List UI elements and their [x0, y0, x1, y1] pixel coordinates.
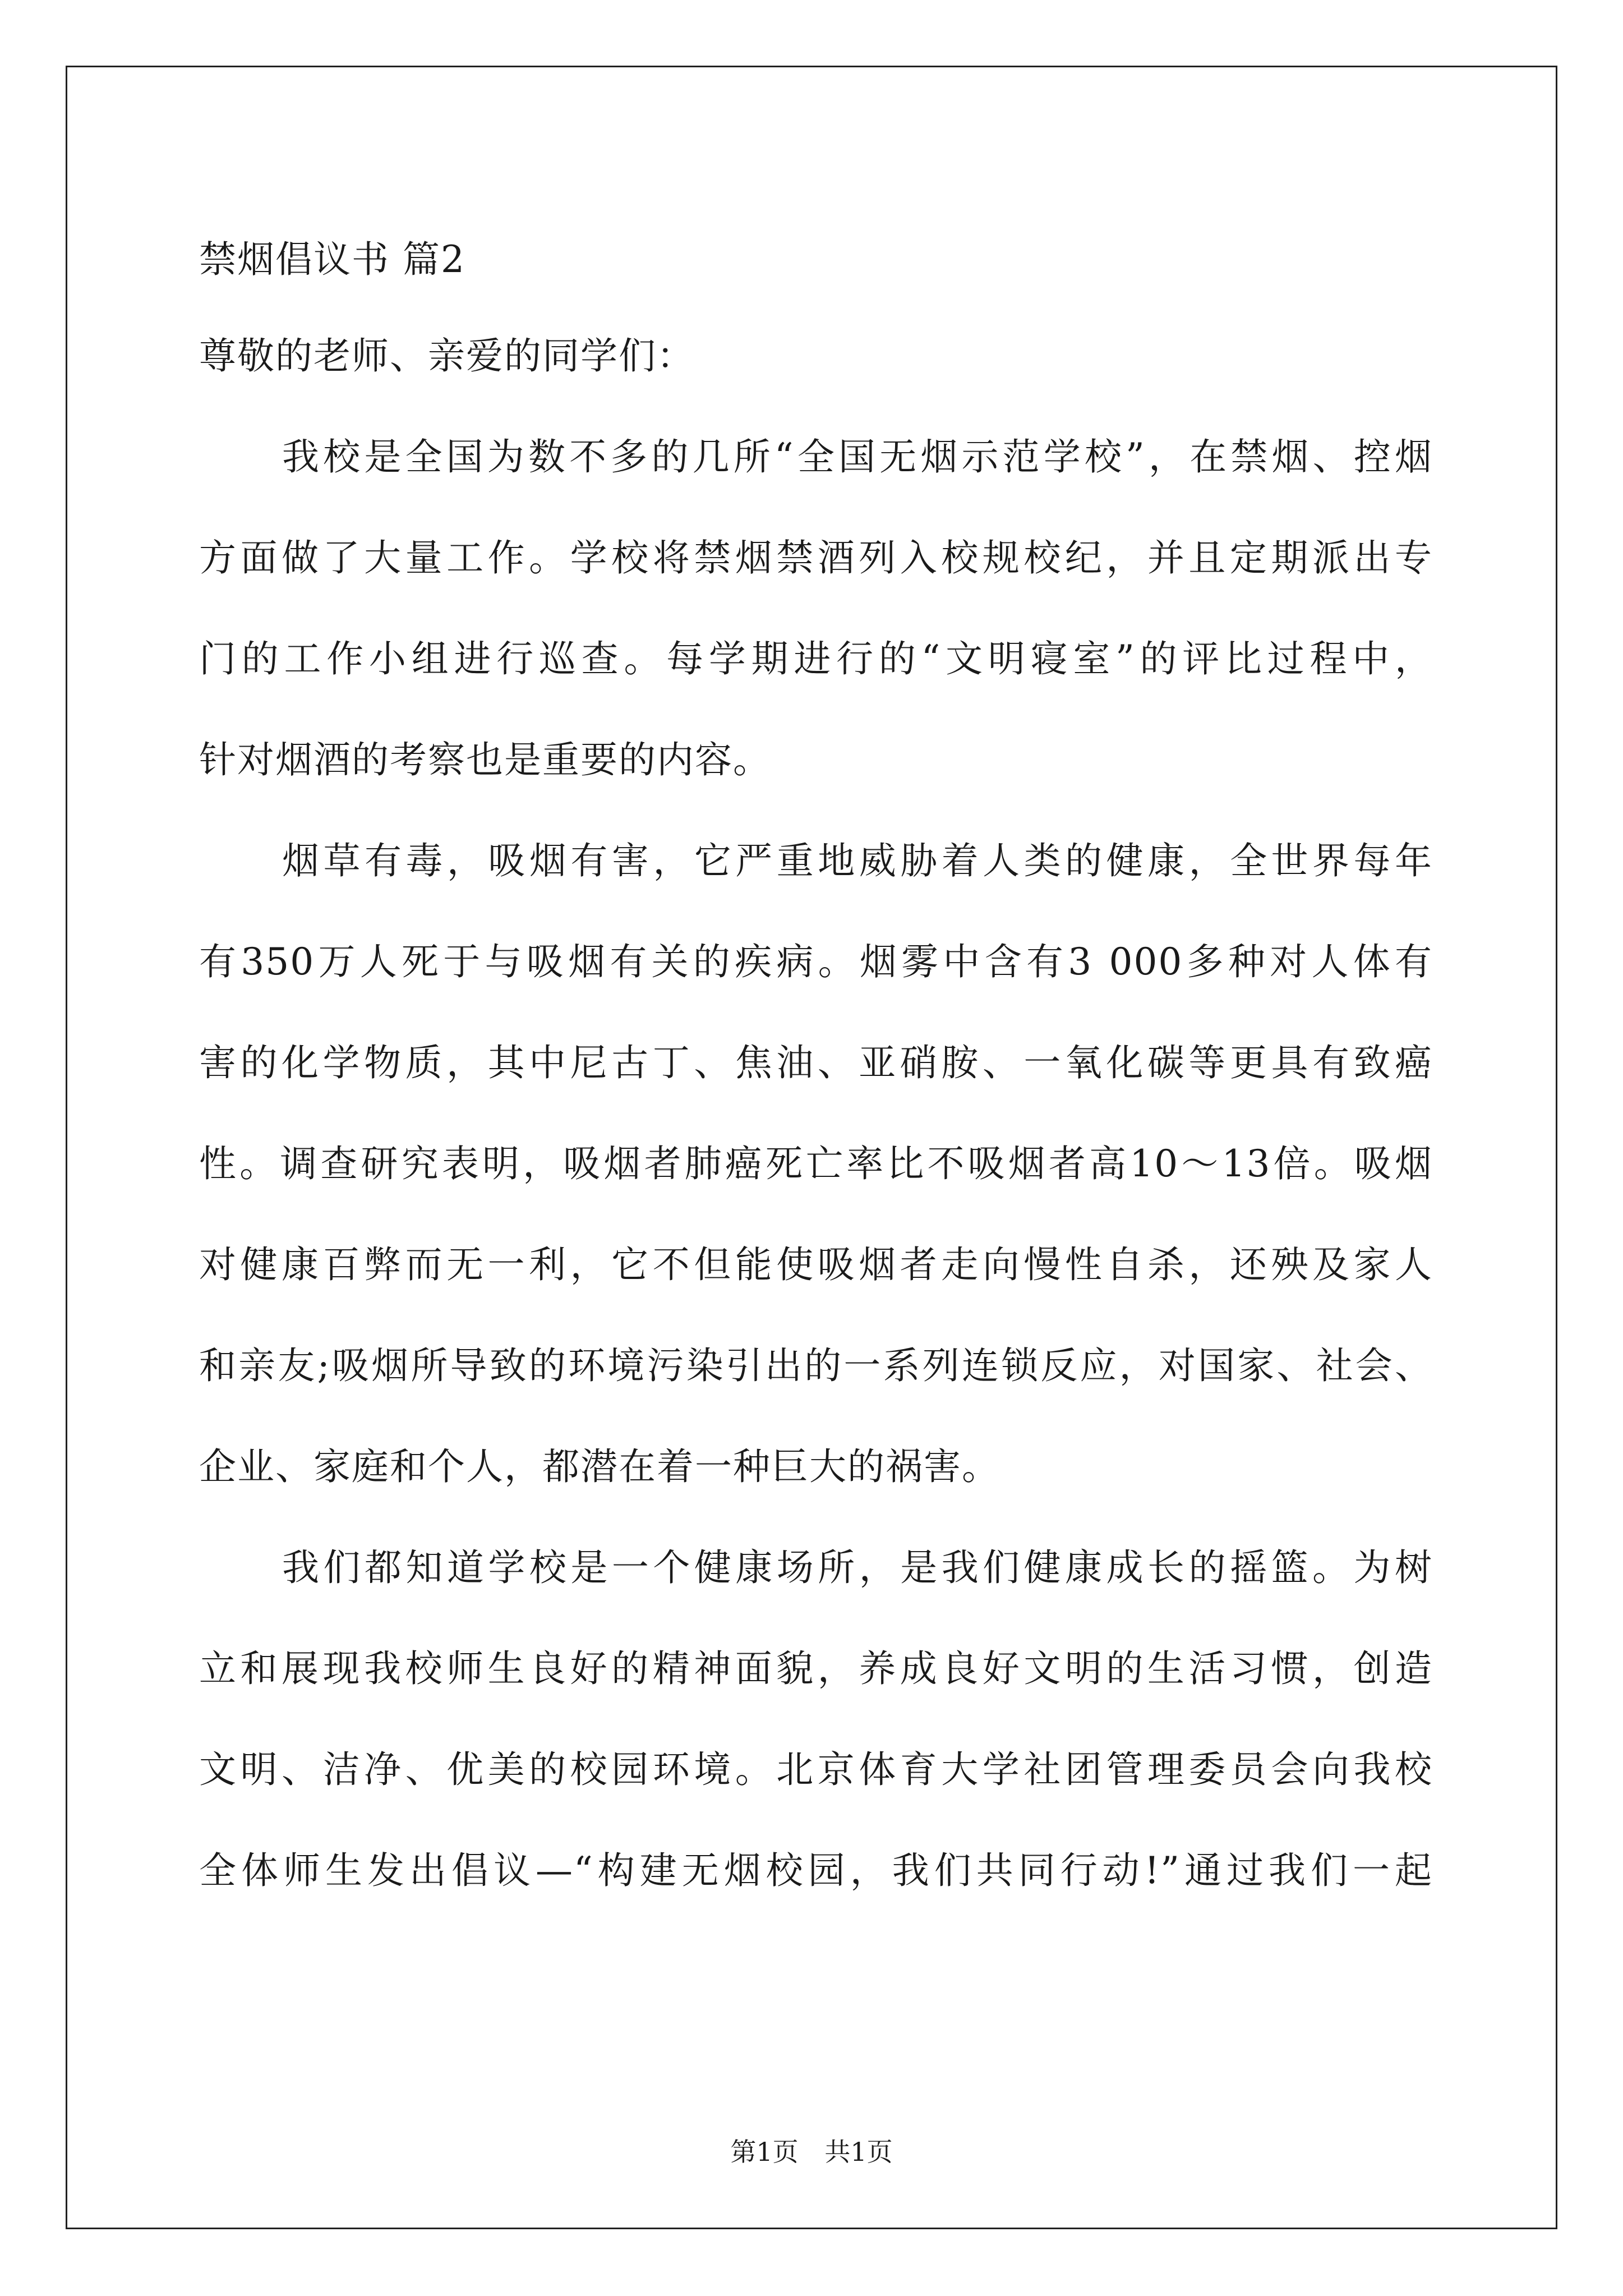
paragraph-line: 企业、家庭和个人，都潜在着一种巨大的祸害。 [199, 1445, 1000, 1488]
paragraph-3 [199, 1517, 1433, 1921]
paragraph-line: 烟草有毒，吸烟有害，它严重地威胁着人类的健康，全世界每年 [282, 839, 1433, 882]
paragraph-line: 有350万人死于与吸烟有关的疾病。烟雾中含有3 000多种对人体有 [199, 940, 1433, 983]
page-footer [0, 2132, 1623, 2169]
paragraph-line: 和亲友;吸烟所导致的环境污染引出的一系列连锁反应，对国家、社会、 [199, 1344, 1433, 1387]
page-number-current: 第1页 [730, 2137, 799, 2167]
paragraph-line: 对健康百弊而无一利，它不但能使吸烟者走向慢性自杀，还殃及家人 [199, 1243, 1433, 1286]
paragraph-2 [199, 811, 1433, 1517]
paragraph-line: 我们都知道学校是一个健康场所，是我们健康成长的摇篮。为树 [282, 1546, 1433, 1589]
paragraph-line: 方面做了大量工作。学校将禁烟禁酒列入校规校纪，并且定期派出专 [199, 536, 1433, 579]
salutation: 尊敬的老师、亲爱的同学们： [199, 334, 695, 378]
paragraph-line: 全体师生发出倡议—“构建无烟校园，我们共同行动!”通过我们一起 [199, 1849, 1433, 1892]
paragraph-line: 害的化学物质，其中尼古丁、焦油、亚硝胺、一氧化碳等更具有致癌 [199, 1041, 1433, 1084]
paragraph-line: 我校是全国为数不多的几所“全国无烟示范学校”，在禁烟、控烟 [282, 435, 1433, 478]
paragraph-1 [199, 407, 1433, 811]
paragraph-line: 文明、洁净、优美的校园环境。北京体育大学社团管理委员会向我校 [199, 1748, 1433, 1791]
paragraph-line: 门的工作小组进行巡查。每学期进行的“文明寝室”的评比过程中， [199, 637, 1433, 680]
page-number-total: 共1页 [824, 2137, 893, 2167]
document-title: 禁烟倡议书 篇2 [199, 238, 465, 281]
paragraph-line: 针对烟酒的考察也是重要的内容。 [199, 738, 771, 781]
document-body [199, 213, 1433, 1921]
paragraph-line: 立和展现我校师生良好的精神面貌，养成良好文明的生活习惯，创造 [199, 1647, 1433, 1690]
paragraph-line: 性。调查研究表明，吸烟者肺癌死亡率比不吸烟者高10～13倍。吸烟 [199, 1142, 1433, 1185]
